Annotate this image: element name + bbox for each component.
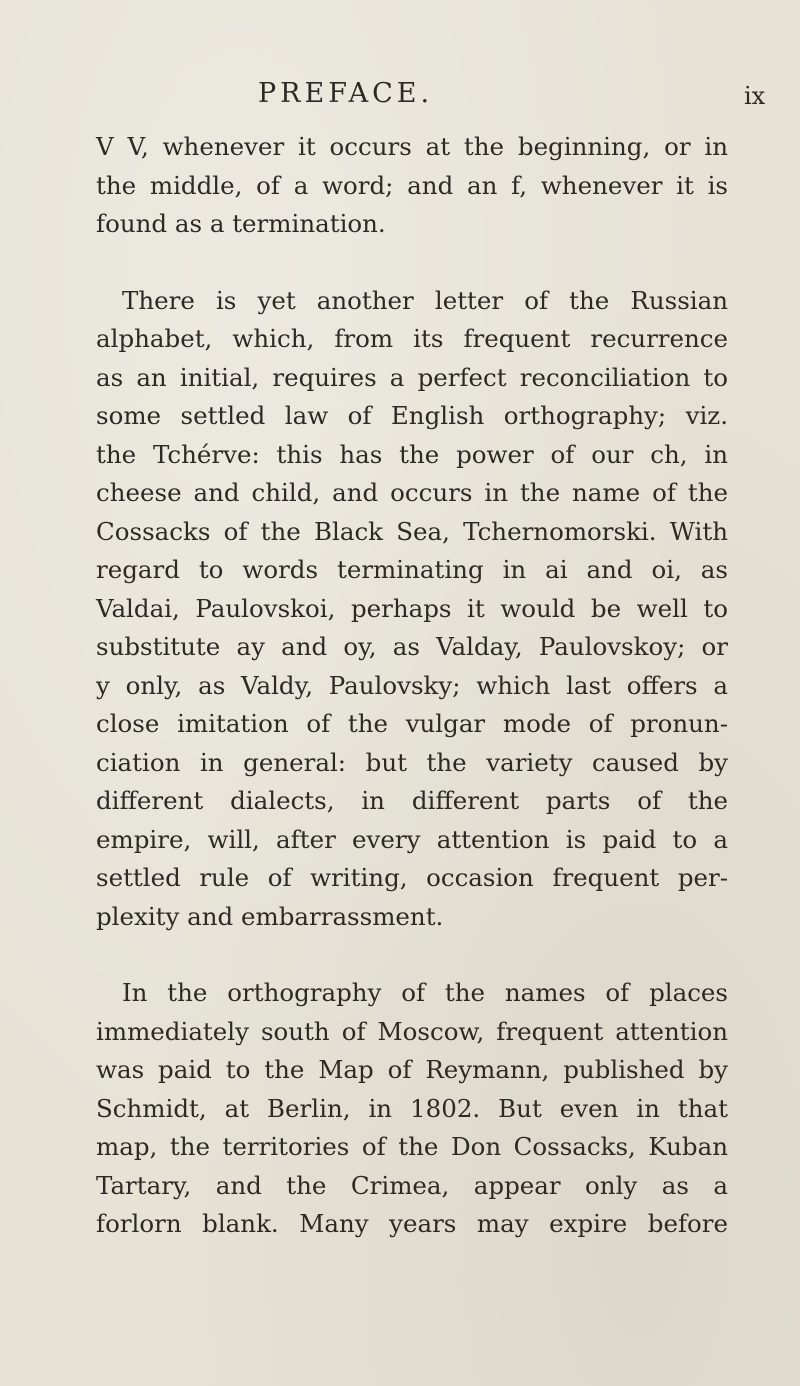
text-line: was paid to the Map of Reymann, published by <box>96 1055 728 1084</box>
running-head: PREFACE. <box>258 78 434 109</box>
text-line: found as a termination. <box>96 209 386 238</box>
text-line: alphabet, which, from its frequent recurrence <box>96 324 728 353</box>
text-line: ciation in general: but the variety caused by <box>96 747 728 777</box>
text-line: empire, will, after every attention is paid to a <box>96 824 728 854</box>
text-line: some settled law of English orthography; viz. <box>96 401 728 430</box>
text-line: Valdai, Paulovskoi, perhaps it would be well to <box>96 593 728 623</box>
text-line: In the orthography of the names of places <box>122 978 728 1007</box>
text-line: y only, as Valdy, Paulovsky; which last offers a <box>96 670 728 700</box>
text-line: V V, whenever it occurs at the beginning, or in <box>96 132 728 161</box>
text-line: immediately south of Moscow, frequent attention <box>96 1016 728 1046</box>
text-line: as an initial, requires a perfect reconciliation to <box>96 362 728 392</box>
text-line: Cossacks of the Black Sea, Tchernomorski. With <box>96 516 728 546</box>
text-line: Tartary, and the Crimea, appear only as a <box>96 1170 728 1200</box>
text-line: the middle, of a word; and an f, whenever it is <box>96 170 728 200</box>
page-number: ix <box>744 82 766 110</box>
text-line: map, the territories of the Don Cossacks, Kuban <box>96 1132 728 1161</box>
paragraph-1 <box>96 128 728 244</box>
text-line: Schmidt, at Berlin, in 1802. But even in that <box>96 1093 728 1123</box>
body-text <box>96 128 728 1244</box>
text-line: settled rule of writing, occasion frequent per- <box>96 863 728 892</box>
text-line: different dialects, in different parts of the <box>96 786 728 815</box>
paragraph-3 <box>96 974 728 1244</box>
text-line: regard to words terminating in ai and oi, as <box>96 555 728 584</box>
text-line: the Tchérve: this has the power of our ch, in <box>96 439 728 469</box>
text-line: substitute ay and oy, as Valday, Paulovskoy; or <box>96 632 728 661</box>
text-line: forlorn blank. Many years may expire before <box>96 1209 728 1238</box>
text-line: plexity and embarrassment. <box>96 901 444 931</box>
text-line: close imitation of the vulgar mode of pronun- <box>96 709 728 738</box>
text-line: There is yet another letter of the Russian <box>122 285 728 315</box>
text-line: cheese and child, and occurs in the name of the <box>96 478 728 507</box>
paragraph-2 <box>96 282 728 937</box>
